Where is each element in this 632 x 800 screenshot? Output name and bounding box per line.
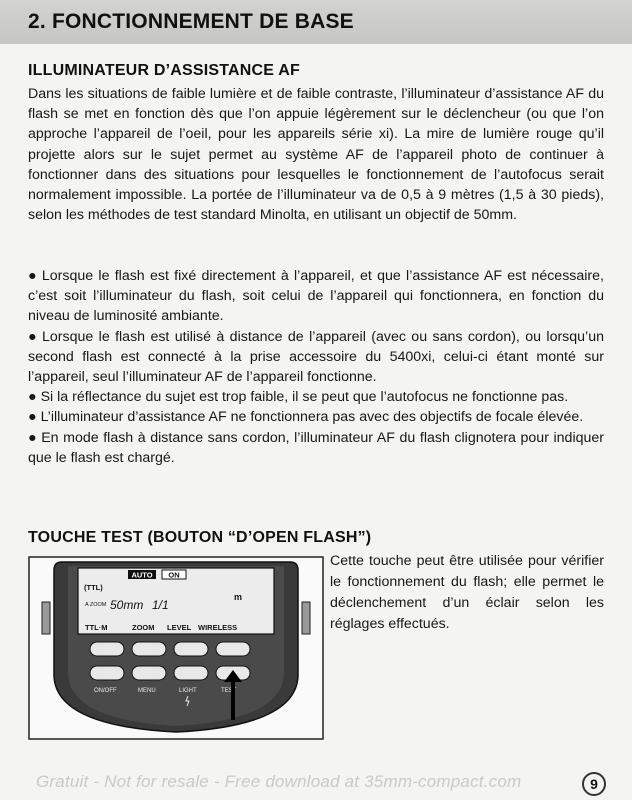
wireless-button[interactable]: [216, 642, 250, 656]
on-off-label: ON/OFF: [94, 688, 117, 694]
test-label: TEST: [221, 688, 237, 694]
page-number: 9: [582, 772, 606, 796]
list-item: ● Lorsque le flash est utilisé à distance de l’appareil (avec ou sans cordon), ou lorsqu’un second flash est connecté à la prise accessoire du 5400xi, celui-ci étant monté sur l’appareil, seul l’illuminateur AF de l’appareil fonctionne.: [28, 328, 604, 386]
page-title: 2. FONCTIONNEMENT DE BASE: [28, 10, 354, 33]
zoom-value: 50mm: [110, 598, 144, 612]
zoom-small-label: A ZOOM: [85, 602, 107, 608]
af-notes-list: [28, 266, 604, 468]
right-connector: [302, 602, 310, 634]
mode-label-wireless: WIRELESS: [198, 623, 238, 632]
ttl-label: (TTL): [84, 583, 103, 592]
section-title-af-illuminator: ILLUMINATEUR D’ASSISTANCE AF: [28, 62, 300, 79]
list-item: ● L’illuminateur d’assistance AF ne fonctionnera pas avec des objectifs de focale élevée.: [28, 409, 584, 426]
list-item: ● En mode flash à distance sans cordon, l’illuminateur AF du flash clignotera pour indiquer que le flash est chargé.: [28, 429, 604, 466]
on-off-button[interactable]: [90, 666, 124, 680]
af-illuminator-paragraph: Dans les situations de faible lumière et de faible contraste, l’illuminateur d’assistance AF du flash se met en fonction dès que l’on appuie légèrement sur le déclencheur (ou que l’on approche l’appareil de l’oeil, pour les appareils série xi). La mire de lumière rouge qu’il projette alors sur le sujet permet au système AF de l’appareil photo de continuer à fonctionner dans des situations pour lesquelles le fonctionnement de l’autofocus serait normalement impossible. La portée de l’illuminateur va de 0,5 à 9 mètres (1,5 à 30 pieds), selon les méthodes de test standard Minolta, en utilisant un objectif de 50mm.: [28, 86, 604, 224]
mode-label-ttl: TTL·M: [85, 623, 108, 632]
bullet-icon: ●: [28, 268, 38, 284]
flash-control-panel-illustration: [28, 556, 324, 740]
mode-label-level: LEVEL: [167, 623, 192, 632]
ttl-button[interactable]: [90, 642, 124, 656]
bullet-icon: ●: [28, 328, 39, 345]
list-item: ● Lorsque le flash est fixé directement à l’appareil, et que l’assistance AF est nécessaire, c’est soit l’illuminateur du flash, soit celui de l’appareil qui fonctionnera, en fonction du niveau de luminosité ambiante.: [28, 268, 604, 325]
distance-unit: m: [234, 592, 243, 602]
light-button[interactable]: [174, 666, 208, 680]
section-title-test-button: TOUCHE TEST (BOUTON “D’OPEN FLASH”): [28, 529, 372, 546]
auto-label: AUTO: [131, 570, 153, 580]
zoom-button[interactable]: [132, 642, 166, 656]
list-item: ● Si la réflectance du sujet est trop faible, il se peut que l’autofocus ne fonctionne pas.: [28, 389, 569, 406]
power-fraction: 1/1: [152, 598, 169, 612]
menu-button[interactable]: [132, 666, 166, 680]
menu-label: MENU: [138, 688, 156, 694]
bullet-icon: ●: [28, 389, 37, 406]
level-button[interactable]: [174, 642, 208, 656]
bullet-icon: ●: [28, 429, 38, 446]
light-label: LIGHT: [179, 688, 197, 694]
bullet-icon: ●: [28, 409, 37, 426]
left-connector: [42, 602, 50, 634]
test-button-description: Cette touche peut être utilisée pour vérifier le fonctionnement du flash; elle permet le déclenchement d’un éclair selon les réglages effectués.: [330, 553, 604, 632]
mode-label-zoom: ZOOM: [132, 623, 155, 632]
footer-watermark: Gratuit - Not for resale - Free download at 35mm-compact.com: [36, 772, 522, 791]
on-label: ON: [168, 570, 180, 580]
